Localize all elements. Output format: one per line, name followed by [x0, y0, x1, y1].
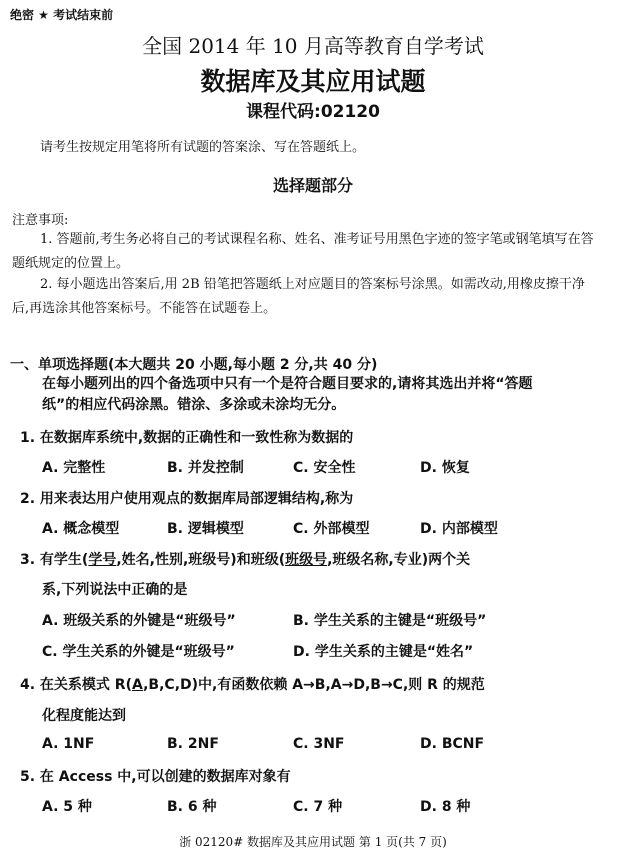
q1-option-a: A. 完整性 [42, 460, 106, 476]
question-4-line2: 化程度能达到 [42, 708, 126, 724]
q3-option-a: A. 班级关系的外键是“班级号” [42, 613, 236, 629]
q4-option-c: C. 3NF [293, 736, 345, 752]
q1-option-d: D. 恢复 [420, 460, 470, 476]
q5-option-d: D. 8 种 [420, 799, 471, 815]
q3-option-b: B. 学生关系的主键是“班级号” [293, 613, 487, 629]
course-code: 课程代码:02120 [246, 102, 380, 122]
part-description: 在每小题列出的四个备选项中只有一个是符合题目要求的,请将其选出并将“答题纸”的相应代码涂黑。错涂、多涂或未涂均无分。 [42, 376, 533, 413]
notes-title: 注意事项: [12, 213, 69, 228]
instruction: 请考生按规定用笔将所有试题的答案涂、写在答题纸上。 [40, 140, 366, 155]
q2-option-c: C. 外部模型 [293, 521, 370, 537]
q3-option-d: D. 学生关系的主键是“姓名” [293, 644, 474, 660]
q2-option-b: B. 逻辑模型 [167, 521, 244, 537]
part-title: 一、单项选择题(本大题共 20 小题,每小题 2 分,共 40 分) [10, 357, 378, 373]
q2-option-a: A. 概念模型 [42, 521, 120, 537]
paper-title: 数据库及其应用试题 [200, 67, 426, 96]
q5-option-b: B. 6 种 [167, 799, 217, 815]
q4-text-part: ,B,C,D)中,有函数依赖 A→B,A→D,B→C,则 R 的规范 [143, 677, 485, 693]
q3-text-part: 3. 有学生( [20, 552, 89, 568]
question-2: 2. 用来表达用户使用观点的数据库局部逻辑结构,称为 [20, 491, 354, 507]
question-5: 5. 在 Access 中,可以创建的数据库对象有 [20, 769, 291, 785]
q3-text-part: ,班级名称,专业)两个关 [327, 552, 471, 568]
q3-text-part: ,姓名,性别,班级号)和班级( [116, 552, 286, 568]
question-1: 1. 在数据库系统中,数据的正确性和一致性称为数据的 [20, 430, 354, 446]
q4-option-b: B. 2NF [167, 736, 219, 752]
page-footer: 浙 02120# 数据库及其应用试题 第 1 页(共 7 页) [179, 835, 447, 849]
q5-option-a: A. 5 种 [42, 799, 92, 815]
question-3-line2: 系,下列说法中正确的是 [42, 582, 188, 598]
q3-option-c: C. 学生关系的外键是“班级号” [42, 644, 235, 660]
q1-option-c: C. 安全性 [293, 460, 356, 476]
q3-underlined-key: 学号 [88, 552, 117, 568]
q4-option-a: A. 1NF [42, 736, 95, 752]
question-4 [20, 674, 485, 694]
q1-option-b: B. 并发控制 [167, 460, 244, 476]
q2-option-d: D. 内部模型 [420, 521, 498, 537]
q4-underlined-key: A [132, 677, 144, 693]
q4-option-d: D. BCNF [420, 736, 485, 752]
note-item: 1. 答题前,考生务必将自己的考试课程名称、姓名、准考证号用黑色字迹的签字笔或钢笔填写在答题纸规定的位置上。 [12, 232, 594, 271]
exam-title: 全国 2014 年 10 月高等教育自学考试 [142, 34, 484, 58]
confidential-label: 绝密 ★ 考试结束前 [10, 8, 114, 22]
note-item: 2. 每小题选出答案后,用 2B 铅笔把答题纸上对应题目的答案标号涂黑。如需改动,用橡皮擦干净后,再选涂其他答案标号。不能答在试题卷上。 [12, 277, 585, 316]
q3-underlined-key: 班级号 [285, 552, 328, 568]
q4-text-part: 4. 在关系模式 R( [20, 677, 132, 693]
q5-option-c: C. 7 种 [293, 799, 343, 815]
section-title: 选择题部分 [272, 176, 353, 195]
question-3 [20, 549, 470, 569]
